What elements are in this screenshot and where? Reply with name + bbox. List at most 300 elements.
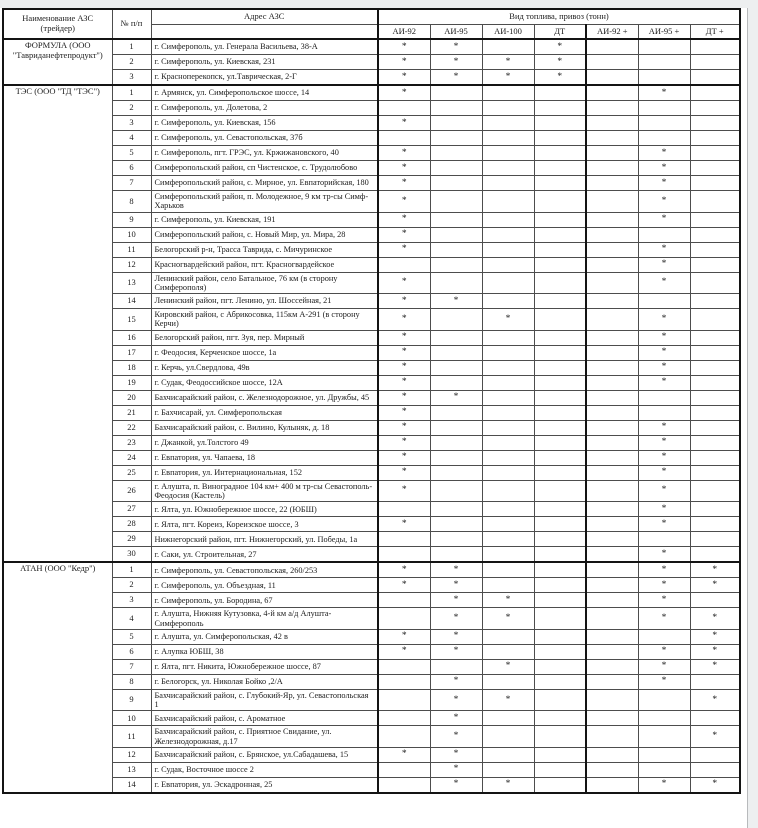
fuel-mark-cell	[586, 405, 638, 420]
address-cell: г. Симферополь, ул. Киевская, 156	[151, 116, 378, 131]
fuel-mark-cell	[482, 517, 534, 532]
row-number-cell: 30	[112, 547, 151, 563]
fuel-mark-cell: *	[430, 390, 482, 405]
fuel-mark-cell	[430, 420, 482, 435]
row-number-cell: 2	[112, 101, 151, 116]
row-number-cell: 26	[112, 480, 151, 502]
fuel-mark-cell	[690, 242, 740, 257]
fuel-mark-cell	[534, 176, 586, 191]
fuel-mark-cell	[534, 762, 586, 777]
fuel-mark-cell	[586, 294, 638, 309]
row-number-cell: 7	[112, 659, 151, 674]
address-cell: г. Красноперекопск, ул.Таврическая, 2-Г	[151, 70, 378, 86]
row-number-cell: 2	[112, 578, 151, 593]
table-row	[3, 726, 740, 748]
fuel-mark-cell: *	[378, 578, 430, 593]
address-cell: г. Судак, Восточное шоссе 2	[151, 762, 378, 777]
fuel-mark-cell	[690, 101, 740, 116]
table-row	[3, 547, 740, 563]
row-number-cell: 3	[112, 70, 151, 86]
fuel-mark-cell	[482, 85, 534, 101]
fuel-mark-cell: *	[638, 420, 690, 435]
fuel-mark-cell	[586, 465, 638, 480]
row-number-cell: 6	[112, 161, 151, 176]
fuel-mark-cell: *	[378, 345, 430, 360]
address-cell: г. Ялта, пгт. Кореиз, Кореизское шоссе, 3	[151, 517, 378, 532]
address-cell: Ленинский район, село Батальное, 76 км (в сторону Симферополя)	[151, 272, 378, 294]
fuel-mark-cell	[482, 131, 534, 146]
fuel-mark-cell	[430, 517, 482, 532]
fuel-mark-cell	[378, 777, 430, 793]
row-number-cell: 13	[112, 762, 151, 777]
fuel-mark-cell	[430, 405, 482, 420]
fuel-mark-cell: *	[378, 212, 430, 227]
fuel-mark-cell	[534, 747, 586, 762]
fuel-mark-cell	[378, 608, 430, 630]
fuel-mark-cell: *	[430, 674, 482, 689]
fuel-mark-cell: *	[534, 39, 586, 55]
fuel-mark-cell	[638, 762, 690, 777]
fuel-mark-cell: *	[638, 345, 690, 360]
fuel-mark-cell	[430, 345, 482, 360]
fuel-mark-cell	[430, 101, 482, 116]
fuel-mark-cell	[378, 101, 430, 116]
fuel-mark-cell: *	[430, 711, 482, 726]
address-cell: Бахчисарайский район, с. Ароматное	[151, 711, 378, 726]
column-header-ai92-plus: АИ-92 +	[586, 25, 638, 40]
fuel-mark-cell	[378, 726, 430, 748]
fuel-mark-cell: *	[690, 689, 740, 711]
row-number-cell: 7	[112, 176, 151, 191]
column-header-dt-plus: ДТ +	[690, 25, 740, 40]
row-number-cell: 6	[112, 644, 151, 659]
fuel-mark-cell	[482, 345, 534, 360]
fuel-mark-cell	[482, 711, 534, 726]
fuel-mark-cell	[638, 70, 690, 86]
fuel-mark-cell	[690, 435, 740, 450]
fuel-mark-cell: *	[690, 777, 740, 793]
fuel-mark-cell	[430, 659, 482, 674]
fuel-mark-cell: *	[638, 674, 690, 689]
fuel-mark-cell: *	[638, 191, 690, 213]
fuel-mark-cell: *	[534, 70, 586, 86]
table-row	[3, 257, 740, 272]
fuel-mark-cell: *	[638, 257, 690, 272]
table-row	[3, 608, 740, 630]
fuel-mark-cell	[534, 101, 586, 116]
fuel-mark-cell: *	[638, 161, 690, 176]
row-number-cell: 1	[112, 562, 151, 578]
column-header-address-sub	[151, 25, 378, 40]
fuel-mark-cell: *	[430, 593, 482, 608]
fuel-mark-cell	[638, 629, 690, 644]
fuel-mark-cell: *	[534, 55, 586, 70]
fuel-mark-cell	[586, 762, 638, 777]
fuel-mark-cell	[586, 562, 638, 578]
fuel-mark-cell	[638, 405, 690, 420]
fuel-mark-cell	[586, 257, 638, 272]
fuel-mark-cell: *	[378, 272, 430, 294]
fuel-mark-cell	[690, 674, 740, 689]
table-row	[3, 593, 740, 608]
fuel-mark-cell	[586, 39, 638, 55]
fuel-mark-cell	[690, 532, 740, 547]
row-number-cell: 23	[112, 435, 151, 450]
address-cell: Бахчисарайский район, с. Железнодорожное, ул. Дружбы, 45	[151, 390, 378, 405]
fuel-mark-cell	[534, 674, 586, 689]
fuel-mark-cell	[586, 747, 638, 762]
fuel-mark-cell: *	[638, 578, 690, 593]
fuel-mark-cell	[638, 39, 690, 55]
fuel-mark-cell	[430, 480, 482, 502]
fuel-mark-cell	[690, 146, 740, 161]
address-cell: Бахчисарайский район, с. Приятное Свидание, ул. Железнодорожная, д.17	[151, 726, 378, 748]
table-row	[3, 629, 740, 644]
fuel-mark-cell	[690, 405, 740, 420]
fuel-mark-cell: *	[638, 435, 690, 450]
fuel-mark-cell: *	[378, 465, 430, 480]
fuel-mark-cell	[586, 131, 638, 146]
fuel-mark-cell	[586, 711, 638, 726]
table-row	[3, 465, 740, 480]
address-cell: г. Алушта, ул. Симферопольская, 42 в	[151, 629, 378, 644]
address-cell: г. Алупка ЮБШ, 38	[151, 644, 378, 659]
fuel-mark-cell: *	[378, 562, 430, 578]
row-number-cell: 17	[112, 345, 151, 360]
fuel-mark-cell: *	[378, 161, 430, 176]
fuel-mark-cell	[378, 762, 430, 777]
fuel-mark-cell	[534, 390, 586, 405]
fuel-mark-cell: *	[638, 85, 690, 101]
fuel-mark-cell	[534, 360, 586, 375]
fuel-mark-cell	[690, 294, 740, 309]
fuel-mark-cell	[638, 747, 690, 762]
fuel-mark-cell	[690, 131, 740, 146]
address-cell: Белогорский район, пгт. Зуя, пер. Мирный	[151, 330, 378, 345]
fuel-mark-cell	[534, 532, 586, 547]
fuel-mark-cell	[482, 465, 534, 480]
fuel-mark-cell: *	[482, 659, 534, 674]
fuel-mark-cell	[378, 659, 430, 674]
fuel-mark-cell	[482, 420, 534, 435]
column-header-trader-name: Наименование АЗС (трейдер)	[3, 9, 112, 39]
fuel-mark-cell: *	[638, 547, 690, 563]
address-cell: г. Симферополь, ул. Долетова, 2	[151, 101, 378, 116]
address-cell: Симферопольский район, п. Молодежное, 9 км тр-сы Симф-Харьков	[151, 191, 378, 213]
address-cell: г. Алушта, Нижняя Кутузовка, 4-й км а/д Алушта- Симферополь	[151, 608, 378, 630]
fuel-mark-cell	[534, 294, 586, 309]
fuel-mark-cell	[430, 532, 482, 547]
fuel-mark-cell	[482, 242, 534, 257]
fuel-mark-cell: *	[690, 644, 740, 659]
fuel-mark-cell	[690, 390, 740, 405]
address-cell: Красногвардейский район, пгт. Красногвардейское	[151, 257, 378, 272]
fuel-mark-cell	[690, 375, 740, 390]
fuel-mark-cell	[482, 294, 534, 309]
header-row-top	[3, 9, 740, 25]
fuel-mark-cell: *	[378, 390, 430, 405]
table-row	[3, 116, 740, 131]
fuel-mark-cell	[690, 212, 740, 227]
fuel-mark-cell: *	[378, 309, 430, 331]
row-number-cell: 9	[112, 689, 151, 711]
fuel-mark-cell	[534, 191, 586, 213]
fuel-mark-cell	[638, 532, 690, 547]
table-row	[3, 176, 740, 191]
fuel-mark-cell: *	[690, 726, 740, 748]
fuel-mark-cell	[690, 191, 740, 213]
fuel-mark-cell: *	[638, 562, 690, 578]
fuel-mark-cell	[482, 435, 534, 450]
fuel-mark-cell: *	[430, 762, 482, 777]
column-header-ai100: АИ-100	[482, 25, 534, 40]
fuel-mark-cell	[430, 146, 482, 161]
fuel-mark-cell	[586, 242, 638, 257]
fuel-mark-cell	[534, 257, 586, 272]
fuel-mark-cell	[690, 345, 740, 360]
fuel-mark-cell: *	[638, 502, 690, 517]
row-number-cell: 8	[112, 191, 151, 213]
fuel-mark-cell	[534, 547, 586, 563]
fuel-mark-cell	[690, 762, 740, 777]
fuel-mark-cell	[482, 257, 534, 272]
fuel-mark-cell	[482, 360, 534, 375]
fuel-mark-cell	[482, 480, 534, 502]
table-row	[3, 578, 740, 593]
address-cell: г. Симферополь, ул. Севастопольская, 37б	[151, 131, 378, 146]
column-header-fuel-group: Вид топлива, привоз (тонн)	[378, 9, 740, 25]
fuel-mark-cell	[430, 257, 482, 272]
row-number-cell: 14	[112, 777, 151, 793]
fuel-mark-cell: *	[378, 176, 430, 191]
table-row	[3, 272, 740, 294]
fuel-mark-cell	[586, 726, 638, 748]
row-number-cell: 12	[112, 257, 151, 272]
fuel-mark-cell	[482, 405, 534, 420]
fuel-mark-cell: *	[378, 420, 430, 435]
fuel-mark-cell	[690, 39, 740, 55]
address-cell: г. Судак, Феодоссийское шоссе, 12А	[151, 375, 378, 390]
fuel-mark-cell	[430, 502, 482, 517]
fuel-mark-cell	[534, 242, 586, 257]
fuel-mark-cell	[482, 532, 534, 547]
fuel-mark-cell	[638, 294, 690, 309]
address-cell: Бахчисарайский район, с. Глубокий-Яр, ул. Севастопольская 1	[151, 689, 378, 711]
fuel-mark-cell	[482, 747, 534, 762]
fuel-mark-cell	[482, 547, 534, 563]
address-cell: г. Евпатория, ул. Интернациональная, 152	[151, 465, 378, 480]
row-number-cell: 22	[112, 420, 151, 435]
fuel-mark-cell: *	[638, 330, 690, 345]
address-cell: г. Бахчисарай, ул. Симферопольская	[151, 405, 378, 420]
fuel-mark-cell	[534, 272, 586, 294]
fuel-mark-cell	[690, 480, 740, 502]
fuel-mark-cell: *	[638, 659, 690, 674]
fuel-mark-cell	[586, 330, 638, 345]
fuel-mark-cell	[586, 85, 638, 101]
fuel-mark-cell	[586, 777, 638, 793]
address-cell: Симферопольский район, с. Мирное, ул. Евпаторийская, 180	[151, 176, 378, 191]
fuel-mark-cell	[482, 101, 534, 116]
fuel-mark-cell	[534, 689, 586, 711]
fuel-mark-cell	[534, 480, 586, 502]
fuel-mark-cell	[586, 674, 638, 689]
fuel-mark-cell	[534, 131, 586, 146]
fuel-mark-cell	[586, 375, 638, 390]
fuel-mark-cell	[482, 161, 534, 176]
row-number-cell: 4	[112, 608, 151, 630]
fuel-mark-cell	[586, 272, 638, 294]
fuel-mark-cell	[430, 116, 482, 131]
fuel-mark-cell	[690, 272, 740, 294]
fuel-mark-cell	[690, 70, 740, 86]
row-number-cell: 1	[112, 39, 151, 55]
fuel-mark-cell	[586, 517, 638, 532]
fuel-mark-cell: *	[378, 242, 430, 257]
table-row	[3, 101, 740, 116]
fuel-mark-cell	[378, 131, 430, 146]
fuel-mark-cell: *	[482, 593, 534, 608]
fuel-mark-cell	[482, 176, 534, 191]
fuel-mark-cell: *	[690, 629, 740, 644]
fuel-mark-cell	[690, 711, 740, 726]
fuel-mark-cell	[482, 146, 534, 161]
address-cell: Кировский район, с Абрикосовка, 115км А-291 (в сторону Керчи)	[151, 309, 378, 331]
table-row	[3, 330, 740, 345]
fuel-mark-cell: *	[378, 39, 430, 55]
row-number-cell: 14	[112, 294, 151, 309]
fuel-mark-cell	[430, 465, 482, 480]
fuel-mark-cell: *	[378, 405, 430, 420]
fuel-mark-cell	[482, 330, 534, 345]
fuel-mark-cell	[586, 644, 638, 659]
fuel-mark-cell	[586, 502, 638, 517]
row-number-cell: 20	[112, 390, 151, 405]
fuel-mark-cell	[690, 747, 740, 762]
fuel-mark-cell	[534, 450, 586, 465]
address-cell: Бахчисарайский район, с. Брянское, ул.Сабадашева, 15	[151, 747, 378, 762]
row-number-cell: 19	[112, 375, 151, 390]
fuel-mark-cell: *	[378, 146, 430, 161]
fuel-mark-cell: *	[378, 360, 430, 375]
fuel-mark-cell	[534, 578, 586, 593]
fuel-mark-cell	[534, 435, 586, 450]
fuel-mark-cell	[690, 176, 740, 191]
fuel-mark-cell	[638, 726, 690, 748]
table-row	[3, 777, 740, 793]
fuel-mark-cell	[534, 629, 586, 644]
row-number-cell: 1	[112, 85, 151, 101]
fuel-mark-cell	[586, 593, 638, 608]
fuel-mark-cell: *	[482, 777, 534, 793]
fuel-mark-cell	[638, 131, 690, 146]
fuel-mark-cell	[690, 593, 740, 608]
fuel-mark-cell: *	[430, 608, 482, 630]
fuel-mark-cell: *	[638, 465, 690, 480]
row-number-cell: 12	[112, 747, 151, 762]
row-number-cell: 10	[112, 711, 151, 726]
fuel-mark-cell	[586, 420, 638, 435]
fuel-mark-cell	[534, 161, 586, 176]
address-cell: Симферопольский район, сп Чистенское, с. Трудолюбово	[151, 161, 378, 176]
fuel-mark-cell	[638, 711, 690, 726]
table-row	[3, 146, 740, 161]
fuel-mark-cell	[430, 435, 482, 450]
table-row	[3, 390, 740, 405]
fuel-mark-cell: *	[378, 330, 430, 345]
address-cell: г. Евпатория, ул. Чапаева, 18	[151, 450, 378, 465]
fuel-mark-cell	[534, 777, 586, 793]
fuel-mark-cell	[482, 191, 534, 213]
table-body	[3, 39, 740, 793]
fuel-mark-cell: *	[638, 593, 690, 608]
fuel-mark-cell: *	[378, 191, 430, 213]
table-row	[3, 562, 740, 578]
fuel-mark-cell: *	[638, 212, 690, 227]
fuel-mark-cell: *	[378, 227, 430, 242]
row-number-cell: 21	[112, 405, 151, 420]
fuel-mark-cell	[378, 547, 430, 563]
row-number-cell: 4	[112, 131, 151, 146]
fuel-mark-cell	[430, 547, 482, 563]
fuel-mark-cell	[638, 390, 690, 405]
fuel-mark-cell	[690, 450, 740, 465]
fuel-mark-cell	[586, 659, 638, 674]
fuel-mark-cell	[534, 345, 586, 360]
fuel-mark-cell	[378, 532, 430, 547]
table-row	[3, 689, 740, 711]
row-number-cell: 28	[112, 517, 151, 532]
fuel-mark-cell: *	[690, 562, 740, 578]
fuel-mark-cell: *	[378, 629, 430, 644]
fuel-mark-cell	[690, 55, 740, 70]
row-number-cell: 5	[112, 629, 151, 644]
row-number-cell: 24	[112, 450, 151, 465]
fuel-mark-cell	[430, 131, 482, 146]
fuel-mark-cell: *	[378, 85, 430, 101]
fuel-mark-cell	[534, 85, 586, 101]
fuel-mark-cell	[430, 360, 482, 375]
fuel-mark-cell	[482, 116, 534, 131]
table-row	[3, 212, 740, 227]
fuel-mark-cell	[586, 176, 638, 191]
address-cell: г. Керчь, ул.Свердлова, 49в	[151, 360, 378, 375]
fuel-mark-cell: *	[378, 435, 430, 450]
table-row	[3, 85, 740, 101]
fuel-mark-cell	[586, 629, 638, 644]
table-row	[3, 309, 740, 331]
fuel-mark-cell	[586, 309, 638, 331]
fuel-mark-cell	[638, 116, 690, 131]
table-row	[3, 191, 740, 213]
table-row	[3, 345, 740, 360]
fuel-mark-cell: *	[378, 55, 430, 70]
table-row	[3, 70, 740, 86]
row-number-cell: 16	[112, 330, 151, 345]
address-cell: г. Симферополь, пгт. ГРЭС, ул. Кржижановского, 40	[151, 146, 378, 161]
trader-name-cell: ТЭС (ООО "ТД "ТЭС")	[3, 85, 112, 562]
trader-name-cell: АТАН (ООО "Кедр")	[3, 562, 112, 793]
table-row	[3, 762, 740, 777]
fuel-mark-cell	[586, 450, 638, 465]
row-number-cell: 25	[112, 465, 151, 480]
fuel-mark-cell	[690, 502, 740, 517]
trader-name-cell: ФОРМУЛА (ООО "Тавриданефтепродукт")	[3, 39, 112, 85]
fuel-mark-cell	[430, 227, 482, 242]
table-row	[3, 480, 740, 502]
fuel-mark-cell	[482, 562, 534, 578]
fuel-mark-cell	[534, 502, 586, 517]
